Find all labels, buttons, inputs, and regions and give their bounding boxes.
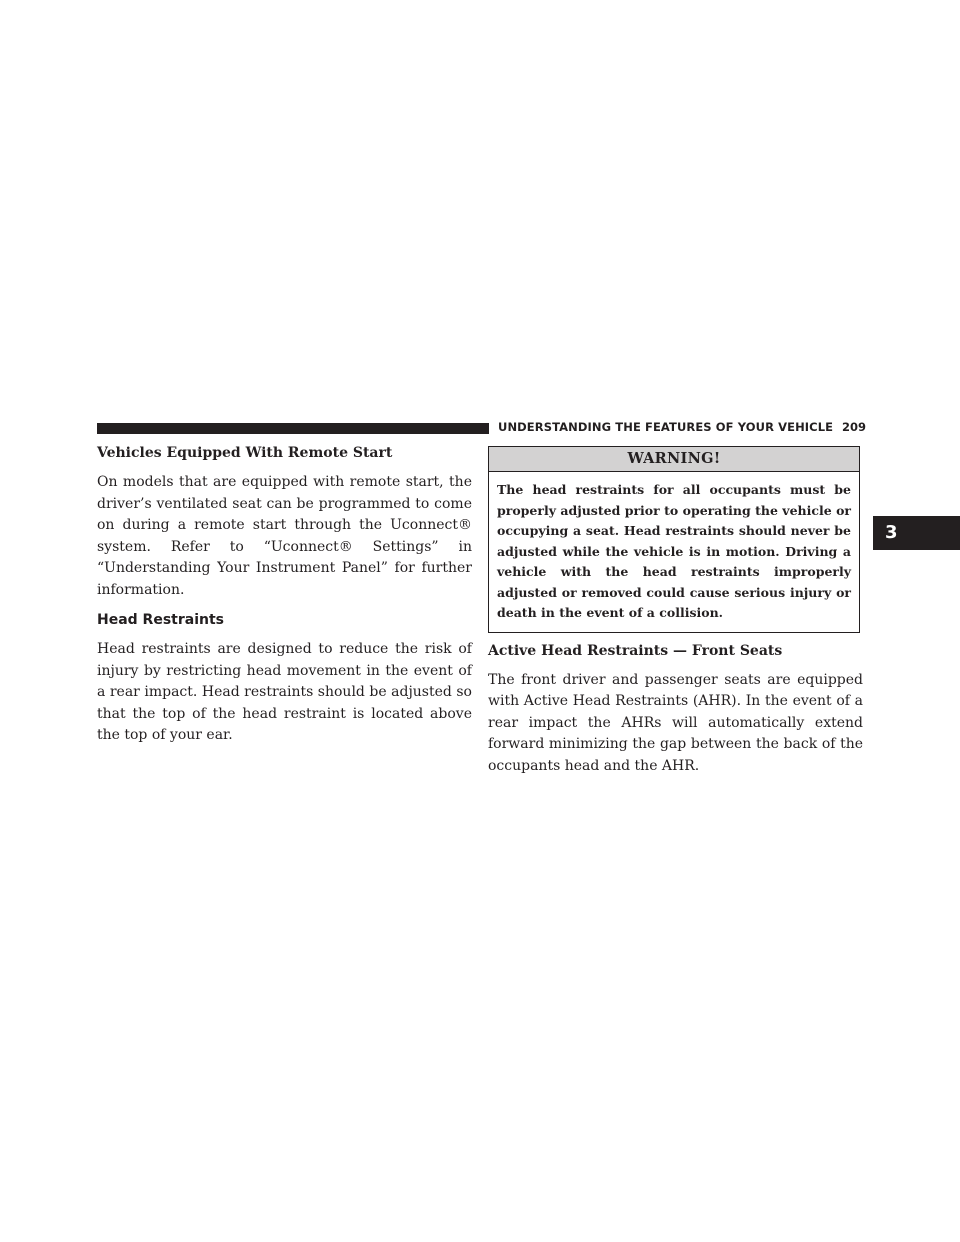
active-head-restraints-paragraph: The front driver and passenger seats are equipped with Active Head Restraints (AHR). In the event of a rear impact the AHRs will automatically extend forward minimizing the gap between the back of the occupants head and the AHR. [488,671,863,774]
active-head-restraints-heading: Active Head Restraints — Front Seats [488,642,783,659]
chapter-tab-number: 3 [885,522,898,543]
remote-start-heading: Vehicles Equipped With Remote Start [97,445,393,461]
warning-box [488,446,860,633]
header-rule [97,423,489,434]
right-column [488,446,863,785]
head-restraints-paragraph: Head restraints are designed to reduce the risk of injury by restricting head movement in the event of a rear impact. Head restraints should be adjusted so that the top of the head restraint is located above the top of your ear. [97,641,472,743]
chapter-tab [873,516,960,550]
left-column [97,443,472,755]
page-number: 209 [842,420,867,434]
section-header-title: UNDERSTANDING THE FEATURES OF YOUR VEHICLE [498,420,834,434]
warning-title: WARNING! [489,447,859,472]
head-restraints-heading: Head Restraints [97,612,224,628]
warning-text: The head restraints for all occupants must be properly adjusted prior to operating the vehicle or occupying a seat. Head restraints should never be adjusted while the vehicle is in motion. Driving a vehicle with the head restraints improperly adjusted or removed could cause serious injury or death in the event of a collision. [497,482,851,620]
remote-start-paragraph: On models that are equipped with remote start, the driver’s ventilated seat can be programmed to come on during a remote start through the Uconnect® system. Refer to “Uconnect® Settings” in “Understanding Your Instrument Panel” for further information. [97,474,472,598]
